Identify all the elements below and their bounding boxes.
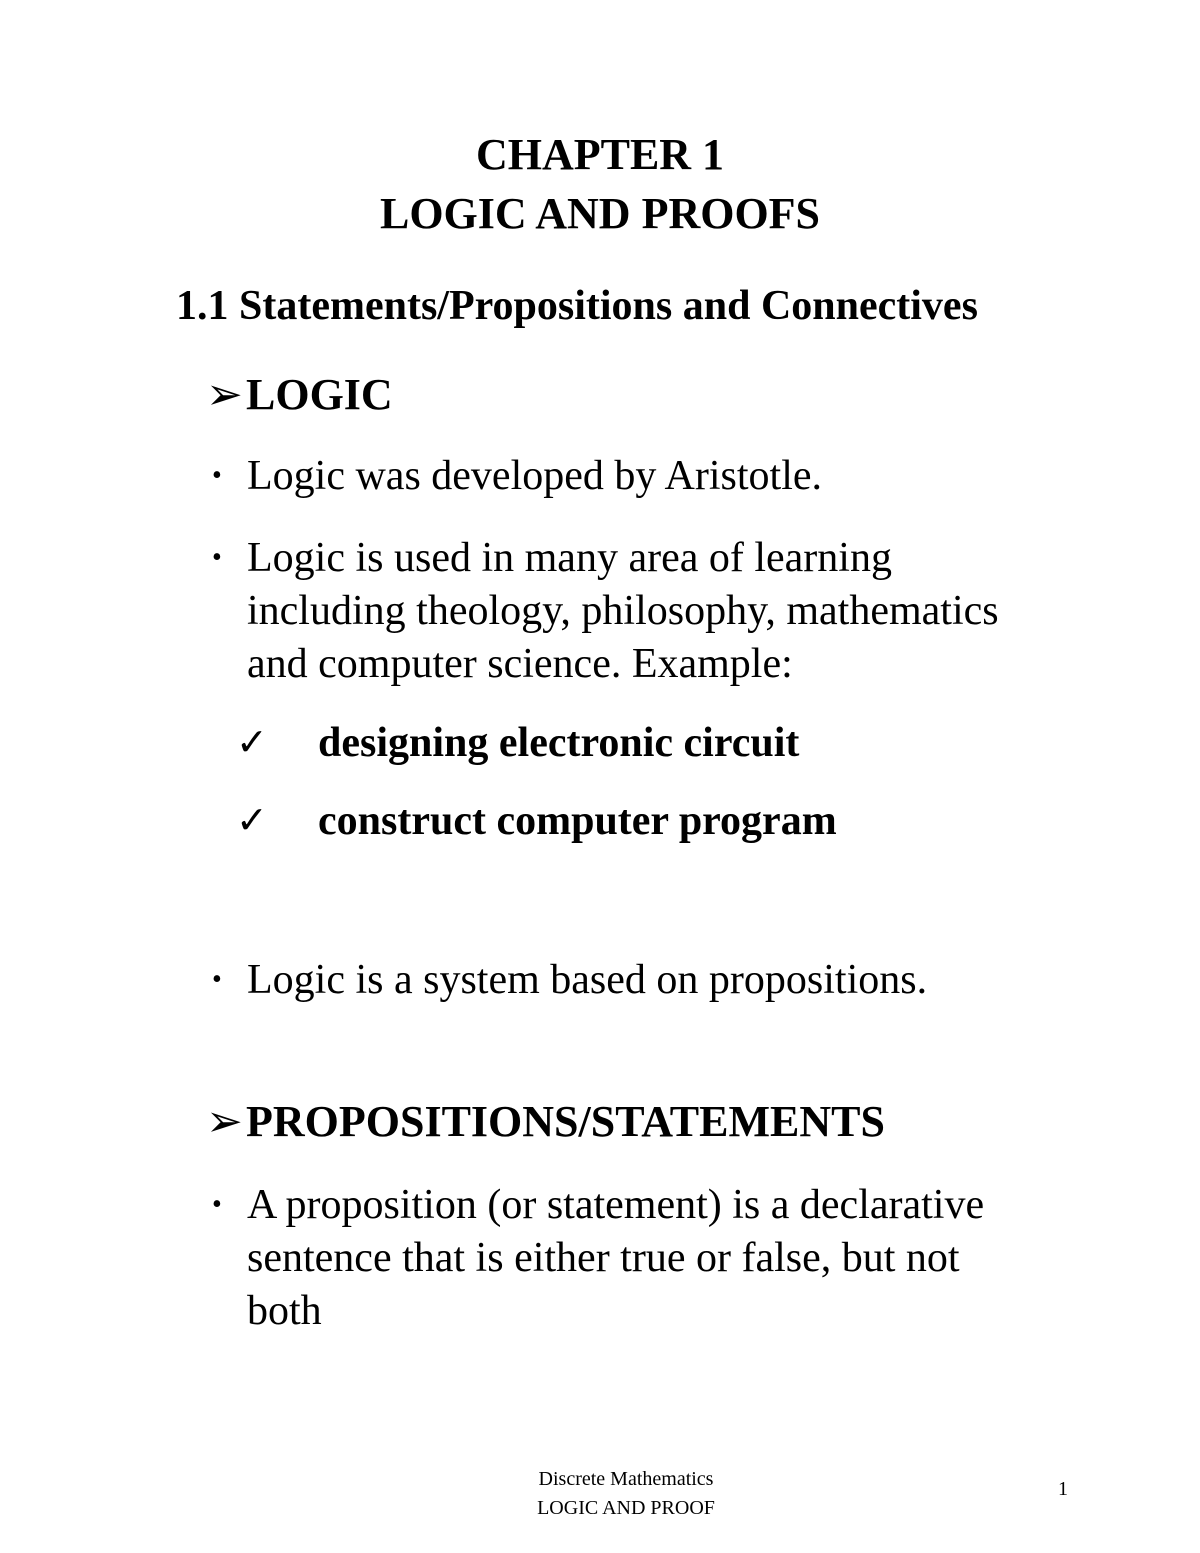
bullet-icon: •: [212, 460, 222, 491]
footer-course: Discrete Mathematics: [538, 1468, 714, 1490]
checkmark-icon: ✓: [236, 722, 268, 764]
propositions-heading-text: PROPOSITIONS/STATEMENTS: [246, 1097, 885, 1146]
proposition-definition-line: sentence that is either true or false, but not: [247, 1235, 960, 1281]
proposition-definition-line: both: [247, 1288, 322, 1334]
example-item: construct computer program: [318, 798, 837, 844]
logic-bullet-usage-line: including theology, philosophy, mathematics: [247, 588, 999, 634]
chapter-title: LOGIC AND PROOFS: [379, 189, 821, 238]
bullet-icon: •: [212, 542, 222, 573]
example-item: designing electronic circuit: [318, 720, 800, 766]
bullet-icon: •: [212, 964, 222, 995]
logic-heading: [206, 370, 393, 420]
checkmark-icon: ✓: [236, 800, 268, 842]
page-number: 1: [1058, 1478, 1068, 1500]
logic-bullet-system: Logic is a system based on propositions.: [247, 957, 928, 1003]
proposition-definition-line: A proposition (or statement) is a declarative: [247, 1182, 985, 1228]
section-title: 1.1 Statements/Propositions and Connectives: [176, 283, 978, 329]
logic-bullet-usage-line: and computer science. Example:: [247, 641, 793, 687]
footer-topic: LOGIC AND PROOF: [537, 1497, 715, 1519]
logic-bullet-usage-line: Logic is used in many area of learning: [247, 535, 892, 581]
chapter-number: CHAPTER 1: [475, 130, 725, 179]
bullet-icon: •: [212, 1189, 222, 1220]
propositions-heading: [206, 1097, 885, 1147]
logic-bullet-aristotle: Logic was developed by Aristotle.: [247, 453, 823, 499]
logic-heading-text: LOGIC: [246, 370, 393, 419]
arrow-bullet-icon: ➢: [206, 370, 243, 419]
arrow-bullet-icon: ➢: [206, 1097, 243, 1146]
